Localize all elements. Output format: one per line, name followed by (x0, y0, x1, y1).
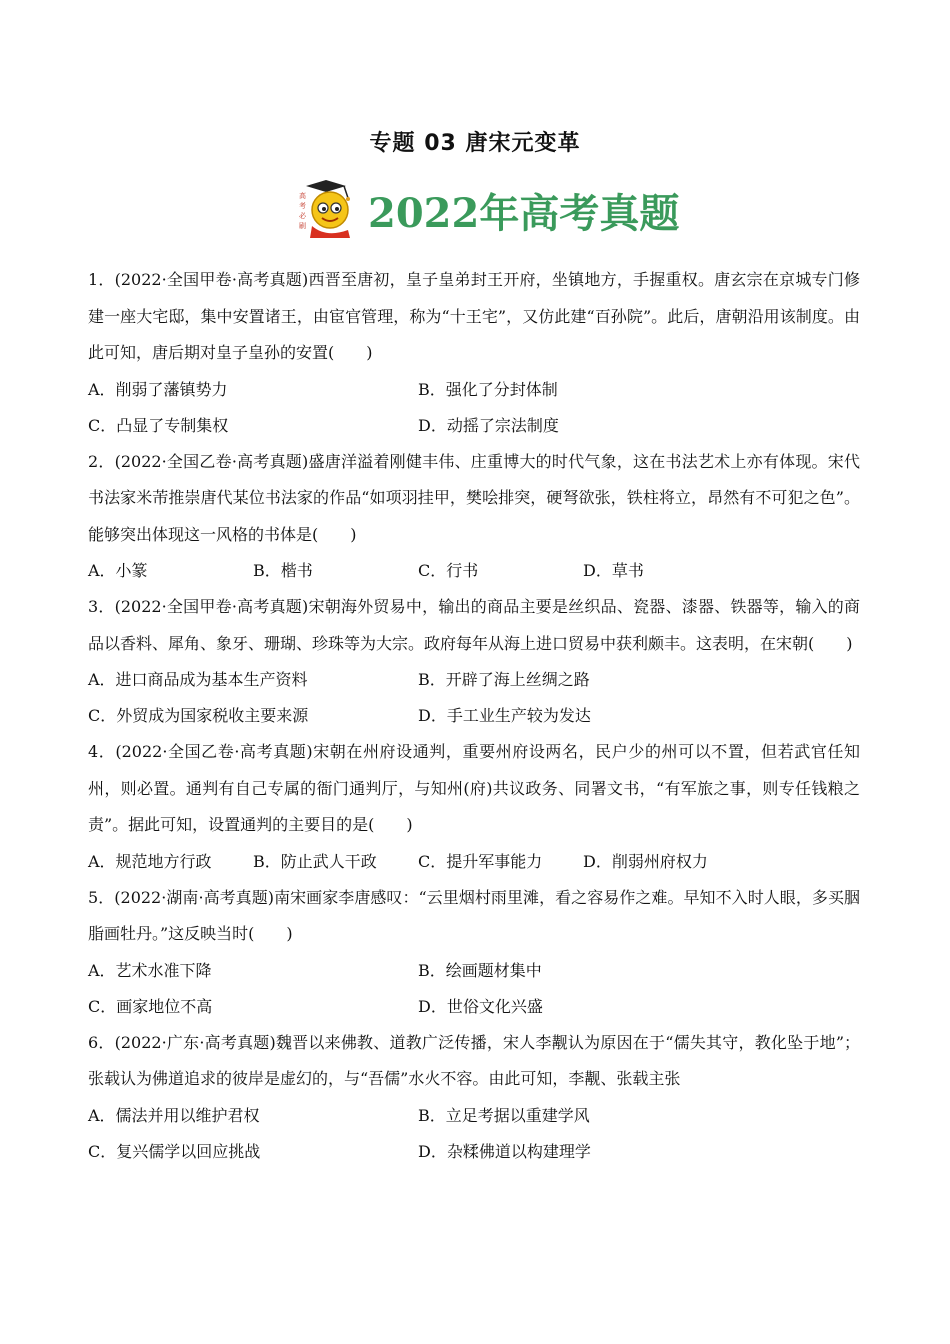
question-list (88, 262, 860, 1170)
option-c: C．行书 (418, 561, 479, 580)
question-stem: 1．(2022·全国甲卷·高考真题)西晋至唐初，皇子皇弟封王开府，坐镇地方，手握重权。唐玄宗在京城专门修建一座大宅邸，集中安置诸王，由宦官管理，称为“十王宅”，又仿此建“百孙院”。此后，唐朝沿用该制度。由此可知，唐后期对皇子皇孙的安置( ) (88, 270, 860, 362)
option-d: D．动摇了宗法制度 (418, 415, 559, 435)
options-row (88, 698, 860, 734)
options-row (88, 1098, 860, 1134)
question-5 (88, 880, 860, 1025)
question-stem: 3．(2022·全国甲卷·高考真题)宋朝海外贸易中，输出的商品主要是丝织品、瓷器、漆器、铁器等，输入的商品以香料、犀角、象牙、珊瑚、珍珠等为大宗。政府每年从海上进口贸易中获利颇丰。这表明，在宋朝( ) (88, 597, 860, 653)
option-d: D．草书 (583, 561, 644, 580)
option-b: B．开辟了海上丝绸之路 (418, 670, 590, 689)
question-1 (88, 262, 860, 444)
svg-text:必: 必 (299, 212, 306, 220)
option-a: A．进口商品成为基本生产资料 (88, 670, 308, 689)
option-c: C．外贸成为国家税收主要来源 (88, 706, 309, 725)
svg-text:高: 高 (299, 192, 306, 200)
options-row (88, 953, 860, 989)
options-row (88, 408, 860, 444)
banner (296, 176, 680, 242)
svg-text:刷: 刷 (299, 222, 306, 230)
question-stem: 6．(2022·广东·高考真题)魏晋以来佛教、道教广泛传播，宋人李觏认为原因在于“儒失其守，教化坠于地”；张载认为佛道追求的彼岸是虚幻的，与“吾儒”水火不容。由此可知，李觏、张载主张 (88, 1032, 860, 1088)
options-row (88, 989, 860, 1025)
banner-title: 2022年高考真题 (368, 190, 680, 237)
svg-text:考: 考 (299, 202, 306, 210)
option-d: D．世俗文化兴盛 (418, 996, 543, 1016)
option-a: A．艺术水准下降 (88, 960, 212, 980)
option-a: A．规范地方行政 (88, 851, 212, 871)
option-b: B．防止武人干政 (253, 851, 377, 871)
question-stem: 2．(2022·全国乙卷·高考真题)盛唐洋溢着刚健丰伟、庄重博大的时代气象，这在书法艺术上亦有体现。宋代书法家米芾推崇唐代某位书法家的作品“如项羽挂甲，樊哙排突，硬弩欲张，铁柱将立，昂然有不可犯之色”。能够突出体现这一风格的书体是( ) (88, 451, 860, 544)
question-2 (88, 444, 860, 590)
option-d: D．削弱州府权力 (583, 851, 708, 871)
option-a: A．儒法并用以维护君权 (88, 1105, 260, 1125)
option-b: B．楷书 (253, 561, 313, 580)
option-c: C．画家地位不高 (88, 996, 213, 1016)
question-4 (88, 734, 860, 880)
option-c: C．提升军事能力 (418, 851, 543, 871)
option-b: B．立足考据以重建学风 (418, 1105, 590, 1125)
question-6 (88, 1025, 860, 1170)
option-b: B．强化了分封体制 (418, 379, 558, 399)
options-row (88, 553, 860, 589)
options-row (88, 662, 860, 698)
question-stem: 4．(2022·全国乙卷·高考真题)宋朝在州府设通判，重要州府设两名，民户少的州可以不置，但若武官任知州，则必置。通判有自己专属的衙门通判厅，与知州(府)共议政务、同署文书，“有军旅之事，则专任钱粮之责”。据此可知，设置通判的主要目的是( ) (88, 742, 860, 834)
page-title: 专题 03 唐宋元变革 (369, 131, 581, 156)
option-b: B．绘画题材集中 (418, 960, 542, 980)
option-d: D．手工业生产较为发达 (418, 706, 591, 725)
option-c: C．凸显了专制集权 (88, 415, 229, 435)
options-row (88, 844, 860, 880)
mascot-icon (296, 176, 362, 242)
option-c: C．复兴儒学以回应挑战 (88, 1141, 261, 1161)
options-row (88, 372, 860, 408)
option-a: A．小篆 (88, 561, 148, 580)
options-row (88, 1134, 860, 1170)
question-3 (88, 589, 860, 734)
question-stem: 5．(2022·湖南·高考真题)南宋画家李唐感叹：“云里烟村雨里滩，看之容易作之难。早知不入时人眼，多买胭脂画牡丹。”这反映当时( ) (88, 887, 860, 943)
option-d: D．杂糅佛道以构建理学 (418, 1141, 591, 1161)
option-a: A．削弱了藩镇势力 (88, 379, 228, 399)
